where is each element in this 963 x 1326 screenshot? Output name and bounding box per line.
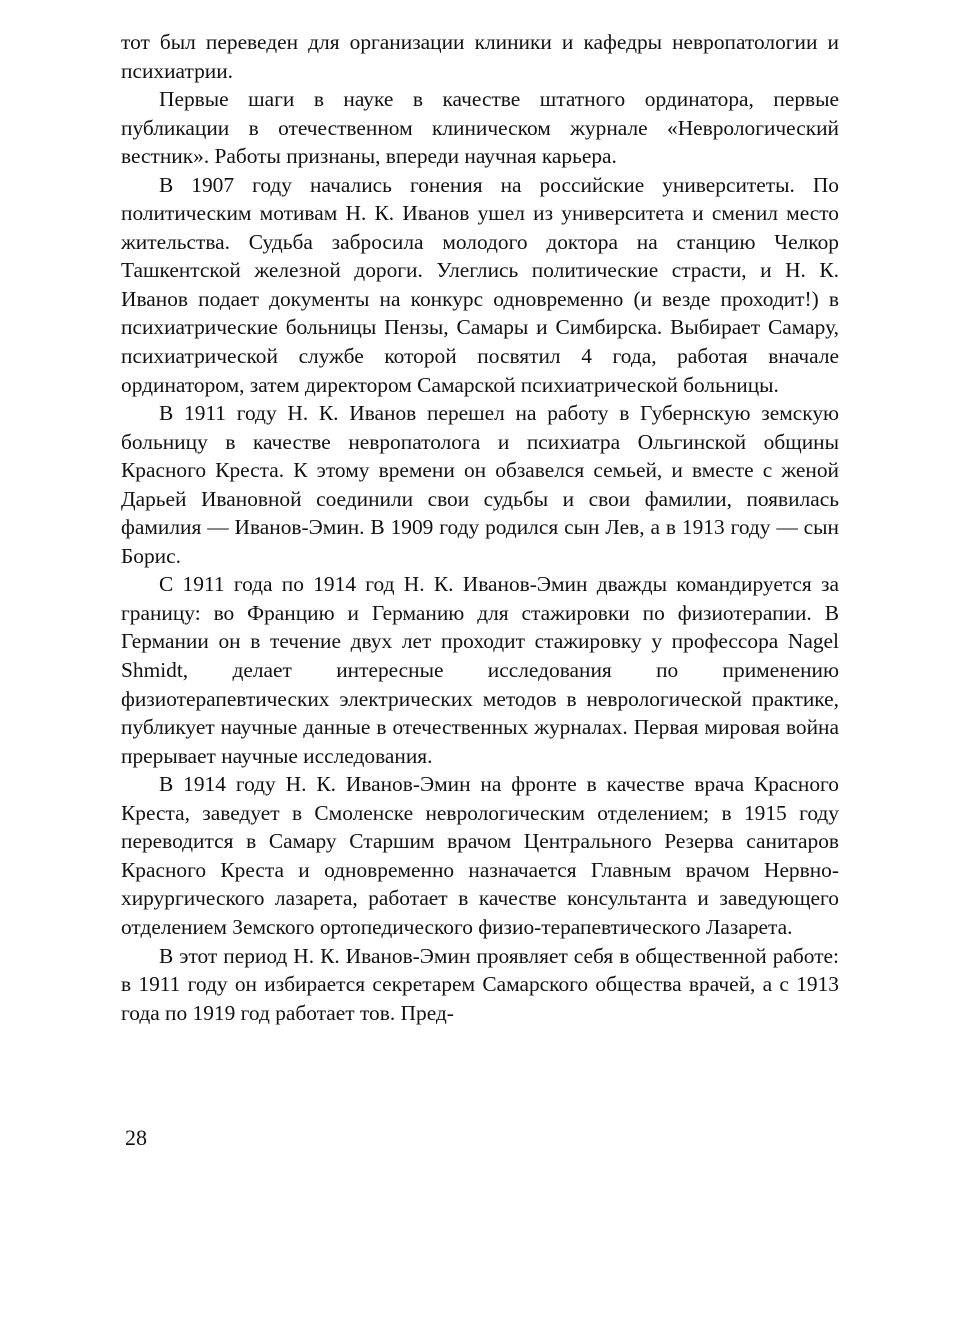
paragraph-7: В этот период Н. К. Иванов-Эмин проявляет себя в общественной работе: в 1911 году он избирается секретарем Самарского общества врачей, а с 1913 года по 1919 год работает тов. Пред-: [121, 943, 839, 1025]
paragraph-5: С 1911 года по 1914 год Н. К. Иванов-Эмин дважды командируется за границу: во Францию и Германию для стажировки по физиотерапии. В Германии он в течение двух лет проходит стажировку у профессора Nagel Shmidt, делает интересные исследования по применению физиотерапевтических электрических методов в неврологической практике, публикует научные данные в отечественных журналах. Первая мировая война прерывает научные исследования.: [121, 572, 839, 768]
paragraph-6: В 1914 году Н. К. Иванов-Эмин на фронте в качестве врача Красного Креста, заведует в Смоленске неврологическим отделением; в 1915 году переводится в Самару Старшим врачом Центрального Резерва санитаров Красного Креста и одновременно назначается Главным врачом Нервно-хирургического лазарета, работает в качестве консультанта и заведующего отделением Земского ортопедического физио-терапевтического Лазарета.: [121, 772, 839, 939]
paragraph-4: В 1911 году Н. К. Иванов перешел на работу в Губернскую земскую больницу в качестве невропатолога и психиатра Ольгинской общины Красного Креста. К этому времени он обзавелся семьей, и вместе с женой Дарьей Ивановной соединили свои судьбы и свои фамилии, появилась фамилия — Иванов-Эмин. В 1909 году родился сын Лев, а в 1913 году — сын Борис.: [121, 401, 839, 568]
body-text: [121, 28, 839, 1027]
page-number: 28: [125, 1125, 147, 1150]
paragraph-3: В 1907 году начались гонения на российские университеты. По политическим мотивам Н. К. Иванов ушел из университета и сменил место жительства. Судьба забросила молодого доктора на станцию Челкор Ташкентской железной дороги. Улеглись политические страсти, и Н. К. Иванов подает документы на конкурс одновременно (и везде проходит!) в психиатрические больницы Пензы, Самары и Симбирска. Выбирает Самару, психиатрической службе которой посвятил 4 года, работая вначале ординатором, затем директором Самарской психиатрической больницы.: [121, 172, 839, 397]
paragraph-2: Первые шаги в науке в качестве штатного ординатора, первые публикации в отечественном клиническом журнале «Неврологический вестник». Работы признаны, впереди научная карьера.: [121, 87, 839, 169]
paragraph-1: тот был переведен для организации клиники и кафедры невропатологии и психиатрии.: [121, 30, 839, 83]
